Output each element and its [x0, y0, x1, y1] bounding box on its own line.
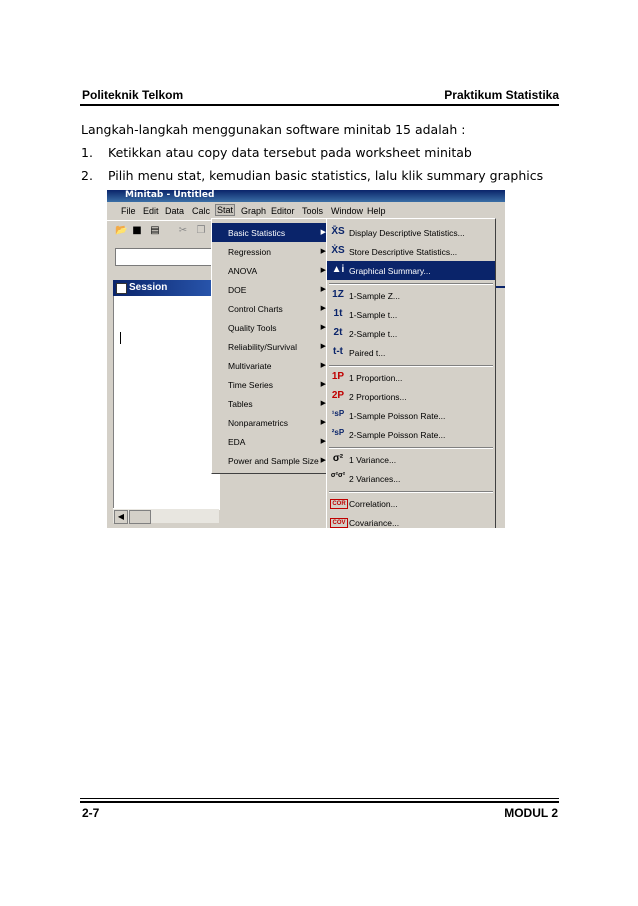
session-icon [116, 283, 127, 294]
menu-item-label: Power and Sample Size [228, 456, 319, 466]
submenu-arrow-icon: ▶ [320, 419, 326, 426]
two-variance-icon: σ²σ² [330, 472, 346, 479]
menu-item-label: 2-Sample t... [349, 329, 398, 339]
menu-item-label: Tables [228, 399, 253, 409]
menu-separator [329, 365, 493, 367]
scroll-thumb[interactable] [129, 510, 151, 524]
step-1-text: Ketikkan atau copy data tersebut pada worksheet minitab [108, 145, 472, 160]
stat-item-nonparametrics[interactable] [212, 413, 330, 432]
window-title: Minitab - Untitled [125, 190, 215, 200]
bs-graphical-summary[interactable] [327, 261, 495, 280]
menu-data[interactable]: Data [165, 206, 185, 216]
menu-graph[interactable]: Graph [241, 206, 267, 216]
menu-file[interactable]: File [121, 206, 136, 216]
one-z-icon: 1Z [332, 289, 344, 300]
bs-1-sample-z[interactable] [327, 286, 495, 305]
bs-covariance[interactable] [327, 513, 495, 528]
menu-item-label: 2 Proportions... [349, 392, 407, 402]
step-2-text: Pilih menu stat, kemudian basic statistics, lalu klik summary graphics [108, 168, 544, 183]
one-t-icon: 1t [333, 308, 343, 319]
minitab-screenshot [107, 190, 505, 528]
menu-item-label: Basic Statistics [228, 228, 286, 238]
menu-separator [329, 283, 493, 285]
menu-calc[interactable]: Calc [192, 206, 211, 216]
stat-item-multivariate[interactable] [212, 356, 330, 375]
graphical-summary-icon: ▲i [331, 264, 345, 275]
toolbar [107, 220, 217, 243]
window-titlebar [107, 190, 505, 202]
stat-item-quality-tools[interactable] [212, 318, 330, 337]
menu-window[interactable]: Window [331, 206, 364, 216]
menu-tools[interactable]: Tools [302, 206, 324, 216]
menu-item-label: Correlation... [349, 499, 398, 509]
menu-item-label: Nonparametrics [228, 418, 288, 428]
step-1-number: 1. [81, 145, 93, 160]
bs-paired-t[interactable] [327, 343, 495, 362]
submenu-arrow-icon: ▶ [320, 286, 326, 293]
menu-item-label: Store Descriptive Statistics... [349, 247, 458, 257]
session-title: Session [129, 282, 168, 293]
correlation-icon: COR [330, 499, 348, 509]
intro-text: Langkah-langkah menggunakan software minitab 15 adalah : [81, 122, 466, 137]
bs-store-descriptive[interactable] [327, 242, 495, 261]
menu-item-label: DOE [228, 285, 247, 295]
footer-rule [80, 801, 559, 803]
bs-2-sample-poisson[interactable] [327, 425, 495, 444]
bs-1-variance[interactable] [327, 450, 495, 469]
menu-item-label: 1-Sample Z... [349, 291, 401, 301]
submenu-arrow-icon: ▶ [320, 381, 326, 388]
header-rule [80, 104, 559, 106]
horizontal-scrollbar[interactable] [113, 508, 219, 523]
save-icon[interactable]: ■ [132, 225, 142, 236]
submenu-arrow-icon: ▶ [320, 343, 326, 350]
bs-correlation[interactable] [327, 494, 495, 513]
toolbar-combo[interactable] [115, 248, 217, 266]
menu-item-label: 1 Variance... [349, 455, 397, 465]
submenu-arrow-icon: ▶ [320, 457, 326, 464]
menu-item-label: 2 Variances... [349, 474, 401, 484]
stat-item-basic-statistics[interactable] [212, 223, 330, 242]
header-course: Praktikum Statistika [444, 88, 559, 102]
one-poisson-icon: ¹sP [331, 409, 345, 418]
bs-1-sample-t[interactable] [327, 305, 495, 324]
covariance-icon: COV [330, 518, 348, 528]
submenu-arrow-icon: ▶ [320, 267, 326, 274]
menu-help[interactable]: Help [367, 206, 386, 216]
paired-t-icon: t-t [333, 346, 343, 357]
page-number: 2-7 [82, 806, 100, 820]
open-icon[interactable]: 📂 [115, 225, 128, 236]
cut-icon[interactable]: ✂ [178, 225, 188, 236]
stat-menu [211, 218, 331, 474]
menu-separator [329, 447, 493, 449]
menu-item-label: EDA [228, 437, 246, 447]
print-icon[interactable]: ▤ [150, 225, 160, 236]
stat-item-tables[interactable] [212, 394, 330, 413]
menu-item-label: Control Charts [228, 304, 283, 314]
menu-item-label: Time Series [228, 380, 274, 390]
step-2-number: 2. [81, 168, 93, 183]
menu-item-label: 2-Sample Poisson Rate... [349, 430, 446, 440]
bs-2-variances[interactable] [327, 469, 495, 488]
menu-item-label: Quality Tools [228, 323, 277, 333]
store-stats-icon: ẊS [331, 245, 345, 256]
menu-item-label: Multivariate [228, 361, 272, 371]
menu-item-label: Regression [228, 247, 271, 257]
stat-item-power-sample-size[interactable] [212, 451, 330, 470]
submenu-arrow-icon: ▶ [320, 362, 326, 369]
one-variance-icon: σ² [332, 453, 344, 464]
bs-1-sample-poisson[interactable] [327, 406, 495, 425]
basic-statistics-submenu [326, 218, 496, 528]
stat-item-anova[interactable] [212, 261, 330, 280]
menu-editor[interactable]: Editor [271, 206, 295, 216]
bs-display-descriptive[interactable] [327, 223, 495, 242]
submenu-arrow-icon: ▶ [320, 400, 326, 407]
scroll-left-icon[interactable]: ◀ [114, 510, 128, 524]
menu-separator [329, 491, 493, 493]
one-p-icon: 1P [331, 371, 345, 382]
submenu-arrow-icon: ▶ [320, 248, 326, 255]
menu-item-label: Graphical Summary... [349, 266, 431, 276]
stat-item-doe[interactable] [212, 280, 330, 299]
module-label: MODUL 2 [504, 806, 558, 820]
descriptive-stats-icon: X̄S [331, 226, 345, 237]
stat-item-eda[interactable] [212, 432, 330, 451]
two-poisson-icon: ²sP [331, 428, 345, 437]
submenu-arrow-icon: ▶ [320, 438, 326, 445]
text-cursor [120, 332, 121, 344]
two-p-icon: 2P [331, 390, 345, 401]
copy-icon[interactable]: ❐ [196, 225, 206, 236]
two-t-icon: 2t [333, 327, 343, 338]
submenu-arrow-icon: ▶ [320, 305, 326, 312]
menu-item-label: Paired t... [349, 348, 386, 358]
stat-item-control-charts[interactable] [212, 299, 330, 318]
stat-item-reliability[interactable] [212, 337, 330, 356]
session-window[interactable] [113, 296, 220, 510]
menu-stat[interactable]: Stat [217, 205, 234, 215]
menu-edit[interactable]: Edit [143, 206, 159, 216]
submenu-arrow-icon: ▶ [320, 229, 326, 236]
menu-item-label: Display Descriptive Statistics... [349, 228, 465, 238]
menu-item-label: ANOVA [228, 266, 258, 276]
bs-1-proportion[interactable] [327, 368, 495, 387]
bs-2-sample-t[interactable] [327, 324, 495, 343]
submenu-arrow-icon: ▶ [320, 324, 326, 331]
menu-item-label: 1-Sample t... [349, 310, 398, 320]
header-institution: Politeknik Telkom [82, 88, 184, 102]
stat-item-time-series[interactable] [212, 375, 330, 394]
menu-item-label: Reliability/Survival [228, 342, 297, 352]
footer-rule-thin [80, 798, 559, 799]
bs-2-proportions[interactable] [327, 387, 495, 406]
stat-item-regression[interactable] [212, 242, 330, 261]
page-header [80, 88, 559, 104]
session-titlebar [113, 280, 219, 296]
menu-item-label: 1-Sample Poisson Rate... [349, 411, 446, 421]
menu-item-label: Covariance... [349, 518, 400, 528]
menu-item-label: 1 Proportion... [349, 373, 403, 383]
